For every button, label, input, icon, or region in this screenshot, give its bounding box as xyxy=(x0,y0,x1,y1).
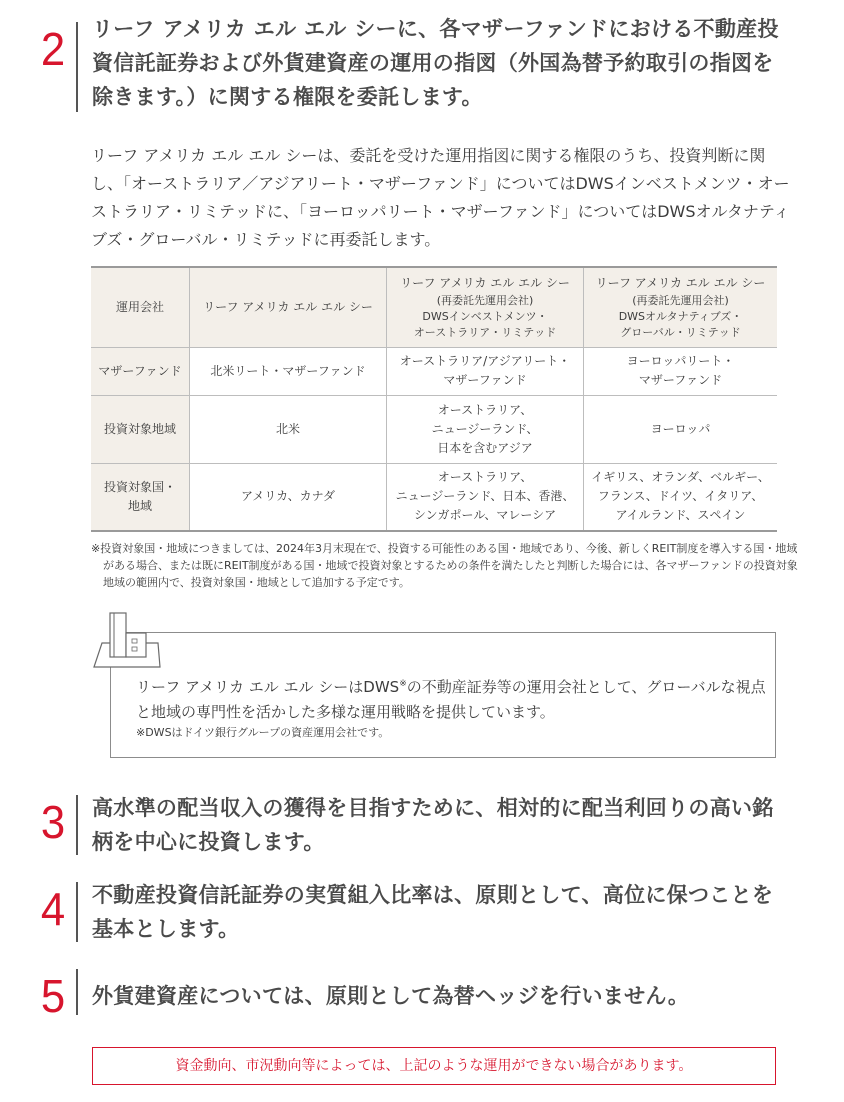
table-cell-line: アイルランド、スペイン xyxy=(615,508,746,523)
table-cell-line: リーフ アメリカ エル エル シー xyxy=(595,275,766,290)
table-row xyxy=(91,347,777,395)
table-cell-line: マザーファンド xyxy=(638,373,723,387)
table-cell: リーフ アメリカ エル エル シー xyxy=(190,267,387,347)
table-cell-line: 投資対象国・ xyxy=(103,479,176,494)
table-cell-line: DWSオルタナティブズ・ xyxy=(618,309,743,323)
info-footnote-mark: ※ xyxy=(399,679,407,689)
info-box-note: ※DWSはドイツ銀行グループの資産運用会社です。 xyxy=(136,726,390,739)
section-2-paragraph: リーフ アメリカ エル エル シーは、委託を受けた運用指図に関する権限のうち、投資判断に関し、「オーストラリア／アジアリート・マザーファンド」についてはDWSインベストメンツ・オーストラリア・リミテッドに、「ヨーロッパリート・マザーファンド」についてはDWSオルタナティブズ・グローバル・リミテッドに再委託します。 xyxy=(91,146,790,249)
disclaimer-box: 資金動向、市況動向等によっては、上記のような運用ができない場合があります。 xyxy=(92,1047,776,1085)
section-4-divider xyxy=(76,882,78,942)
table-cell-line: オーストラリア、 xyxy=(437,470,533,485)
table-cell-line: オーストラリア、 xyxy=(437,402,533,417)
table-cell-line: イギリス、オランダ、ベルギー、 xyxy=(591,470,770,485)
table-cell-line: グローバル・リミテッド xyxy=(620,325,741,339)
info-box-text xyxy=(136,672,766,725)
info-text-part: リーフ アメリカ エル エル シーはDWS xyxy=(136,678,400,696)
fund-manager-table xyxy=(91,266,777,532)
section-4-heading: 不動産投資信託証券の実質組入比率は、原則として、高位に保つことを基本とします。 xyxy=(92,883,774,941)
table-cell-line: 日本を含むアジア xyxy=(437,440,533,455)
table-row-label: マザーファンド xyxy=(91,347,190,395)
table-cell-line: ニュージーランド、日本、香港、 xyxy=(395,489,575,504)
table-cell xyxy=(584,267,778,347)
table-cell: ヨーロッパ xyxy=(584,395,778,463)
section-3-heading: 高水準の配当収入の獲得を目指すために、相対的に配当利回りの高い銘柄を中心に投資します。 xyxy=(92,796,774,854)
table-cell-line: マザーファンド xyxy=(443,373,527,387)
table-cell-line: ヨーロッパリート・ xyxy=(626,354,735,368)
table-row xyxy=(91,395,777,463)
section-2-heading: リーフ アメリカ エル エル シーに、各マザーファンドにおける不動産投資信託証券および外貨建資産の運用の指図（外国為替予約取引の指図を除きます。）に関する権限を委託します。 xyxy=(92,17,779,109)
table-cell: 北米 xyxy=(190,395,387,463)
table-cell-line: フランス、ドイツ、イタリア、 xyxy=(597,489,764,504)
table-cell: 北米リート・マザーファンド xyxy=(190,347,387,395)
table-cell-line: DWSインベストメンツ・ xyxy=(422,309,548,323)
table-cell xyxy=(387,463,584,531)
building-icon xyxy=(92,605,162,669)
section-2-number: 2 xyxy=(40,23,66,75)
table-cell xyxy=(584,463,778,531)
table-cell xyxy=(387,395,584,463)
table-cell-line: ニュージーランド、 xyxy=(431,421,539,436)
section-5-number: 5 xyxy=(40,970,66,1022)
table-cell: アメリカ、カナダ xyxy=(190,463,387,531)
table-row-label: 運用会社 xyxy=(91,267,190,347)
section-2-divider xyxy=(76,22,78,112)
section-4-number: 4 xyxy=(40,883,66,935)
table-cell-line: オーストラリア・リミテッド xyxy=(413,325,557,339)
section-5-divider xyxy=(76,969,78,1015)
section-3-divider xyxy=(76,795,78,855)
section-5-heading: 外貨建資産については、原則として為替ヘッジを行いません。 xyxy=(92,984,690,1008)
table-cell xyxy=(387,347,584,395)
table-cell-line: オーストラリア/アジアリート・ xyxy=(399,354,571,368)
info-text-part: の不動産証券等の運用会社として、グローバルな視点と地域の専門性を活かした多様な運用戦略を提供しています。 xyxy=(136,678,766,721)
table-cell-line: 地域 xyxy=(127,498,152,513)
table-cell-line: シンガポール、マレーシア xyxy=(413,508,557,523)
table-row-label: 投資対象地域 xyxy=(91,395,190,463)
table-cell xyxy=(584,347,778,395)
table-cell-line: リーフ アメリカ エル エル シー xyxy=(400,275,570,290)
table-cell-line: (再委託先運用会社) xyxy=(436,293,534,307)
table-cell xyxy=(387,267,584,347)
table-cell-line: (再委託先運用会社) xyxy=(632,293,729,307)
section-3-number: 3 xyxy=(40,796,66,848)
table-row xyxy=(91,267,777,347)
table-footnote: ※投資対象国・地域につきましては、2024年3月末現在で、投資する可能性のある国・地域であり、今後、新しくREIT制度を導入する国・地域がある場合、または既にREIT制度がある国・地域で投資対象とするための条件を満たしたと判断した場合には、各マザーファンドの投資対象地域の範囲内で、投資対象国・地域として追加する予定です。 xyxy=(91,542,798,589)
table-row-label xyxy=(91,463,190,531)
table-row xyxy=(91,463,777,531)
